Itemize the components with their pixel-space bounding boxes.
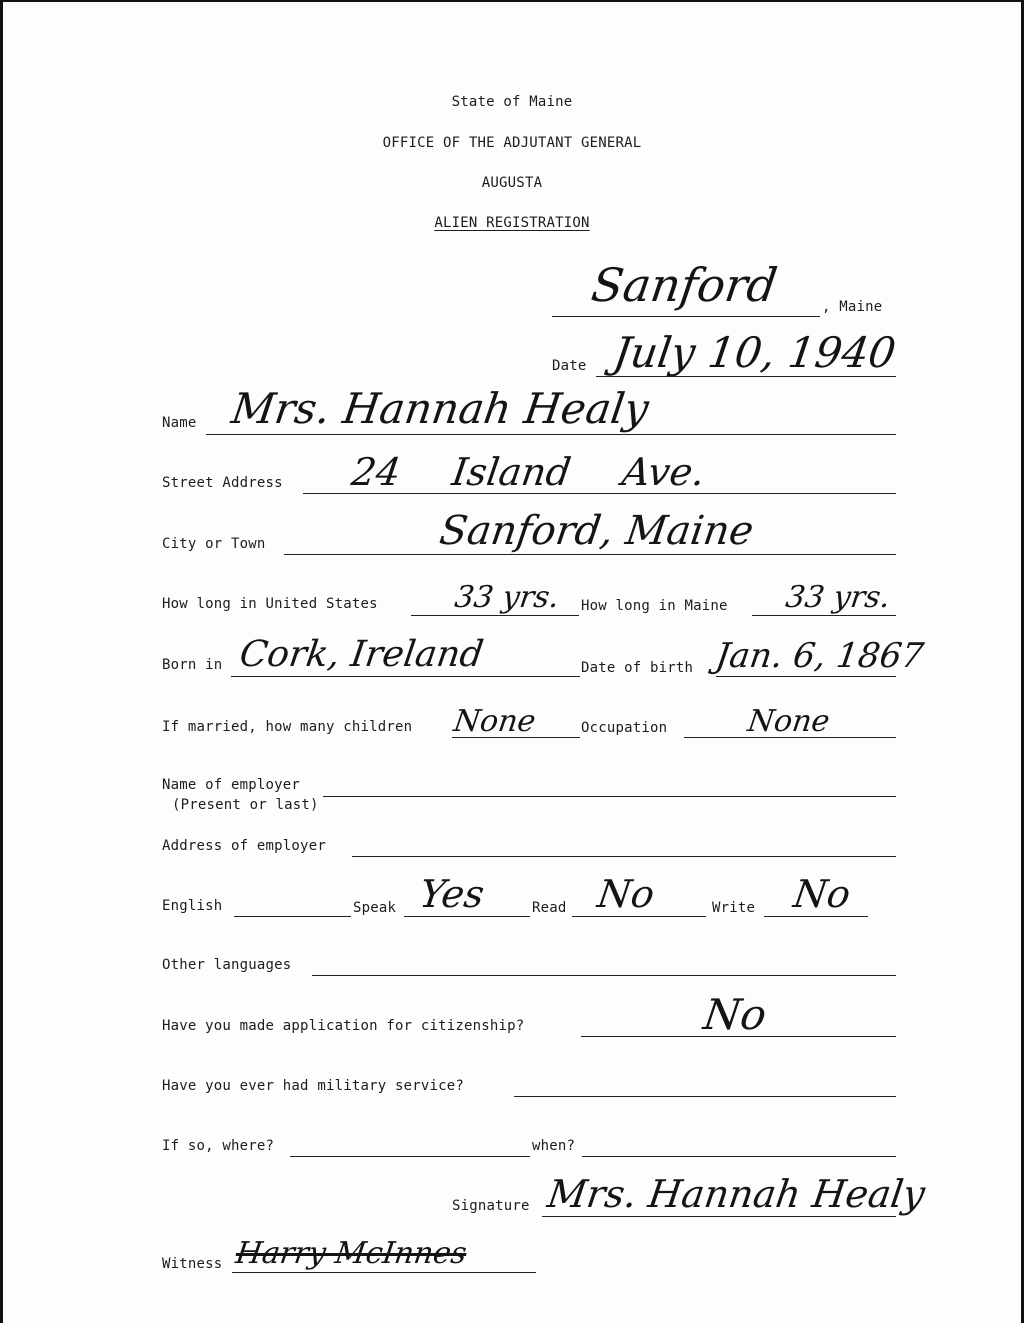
date-label: Date: [552, 358, 587, 374]
speak-value: Yes: [416, 872, 487, 916]
if-so-where-line: [290, 1156, 530, 1157]
speak-line: [404, 916, 530, 917]
date-of-birth-label: Date of birth: [581, 660, 694, 676]
employer-name-note: (Present or last): [172, 797, 319, 813]
when-line: [582, 1156, 896, 1157]
born-in-line: [231, 676, 580, 677]
signature-line: [542, 1216, 896, 1217]
scan-edge-left: [0, 0, 3, 1323]
signature-label: Signature: [452, 1198, 530, 1214]
witness-label: Witness: [162, 1256, 223, 1272]
employer-address-label: Address of employer: [162, 838, 326, 854]
scan-edge-top: [0, 0, 1024, 2]
occupation-label: Occupation: [581, 720, 668, 736]
employer-name-line: [323, 796, 896, 797]
name-label: Name: [162, 415, 197, 431]
date-of-birth-value: Jan. 6, 1867: [713, 636, 926, 676]
header-city: AUGUSTA: [481, 175, 543, 191]
name-line: [206, 434, 896, 435]
date-value: July 10, 1940: [610, 328, 899, 377]
other-languages-label: Other languages: [162, 957, 292, 973]
city-or-town-label: City or Town: [162, 536, 266, 552]
english-line: [234, 916, 351, 917]
witness-value: Harry McInnes: [233, 1236, 469, 1271]
english-label: English: [162, 898, 223, 914]
city-or-town-value: Sanford, Maine: [436, 508, 757, 554]
write-label: Write: [712, 900, 756, 916]
military-label: Have you ever had military service?: [162, 1078, 465, 1094]
town-value: Sanford: [588, 258, 781, 312]
employer-name-label: Name of employer: [162, 777, 301, 793]
how-long-maine-line: [752, 615, 896, 616]
if-so-where-label: If so, where?: [162, 1138, 275, 1154]
citizenship-label: Have you made application for citizenship?: [162, 1018, 525, 1034]
military-line: [514, 1096, 896, 1097]
when-label: when?: [532, 1138, 576, 1154]
signature-value: Mrs. Hannah Healy: [544, 1172, 928, 1216]
witness-line: [232, 1272, 536, 1273]
speak-label: Speak: [353, 900, 397, 916]
write-value: No: [790, 872, 854, 916]
citizenship-value: No: [700, 990, 770, 1039]
children-value: None: [451, 704, 538, 739]
how-long-us-label: How long in United States: [162, 596, 378, 612]
header-office: OFFICE OF THE ADJUTANT GENERAL: [382, 135, 642, 151]
employer-address-line: [352, 856, 896, 857]
other-languages-line: [312, 975, 896, 976]
name-value: Mrs. Hannah Healy: [228, 384, 652, 433]
how-long-us-value: 33 yrs.: [452, 580, 562, 615]
how-long-maine-value: 33 yrs.: [783, 580, 893, 615]
city-or-town-line: [284, 554, 896, 555]
date-of-birth-line: [716, 676, 896, 677]
how-long-maine-label: How long in Maine: [581, 598, 728, 614]
form-title: ALIEN REGISTRATION: [434, 215, 590, 231]
born-in-value: Cork, Ireland: [237, 634, 486, 675]
maine-suffix: , Maine: [822, 299, 883, 315]
read-label: Read: [532, 900, 567, 916]
occupation-value: None: [745, 704, 832, 739]
children-label: If married, how many children: [162, 719, 413, 735]
born-in-label: Born in: [162, 657, 223, 673]
town-line: [552, 316, 820, 317]
street-address-label: Street Address: [162, 475, 283, 491]
write-line: [764, 916, 868, 917]
header-state: State of Maine: [451, 94, 573, 110]
read-line: [572, 916, 706, 917]
street-address-value: 24 Island Ave.: [348, 450, 708, 494]
read-value: No: [594, 872, 658, 916]
how-long-us-line: [411, 615, 579, 616]
